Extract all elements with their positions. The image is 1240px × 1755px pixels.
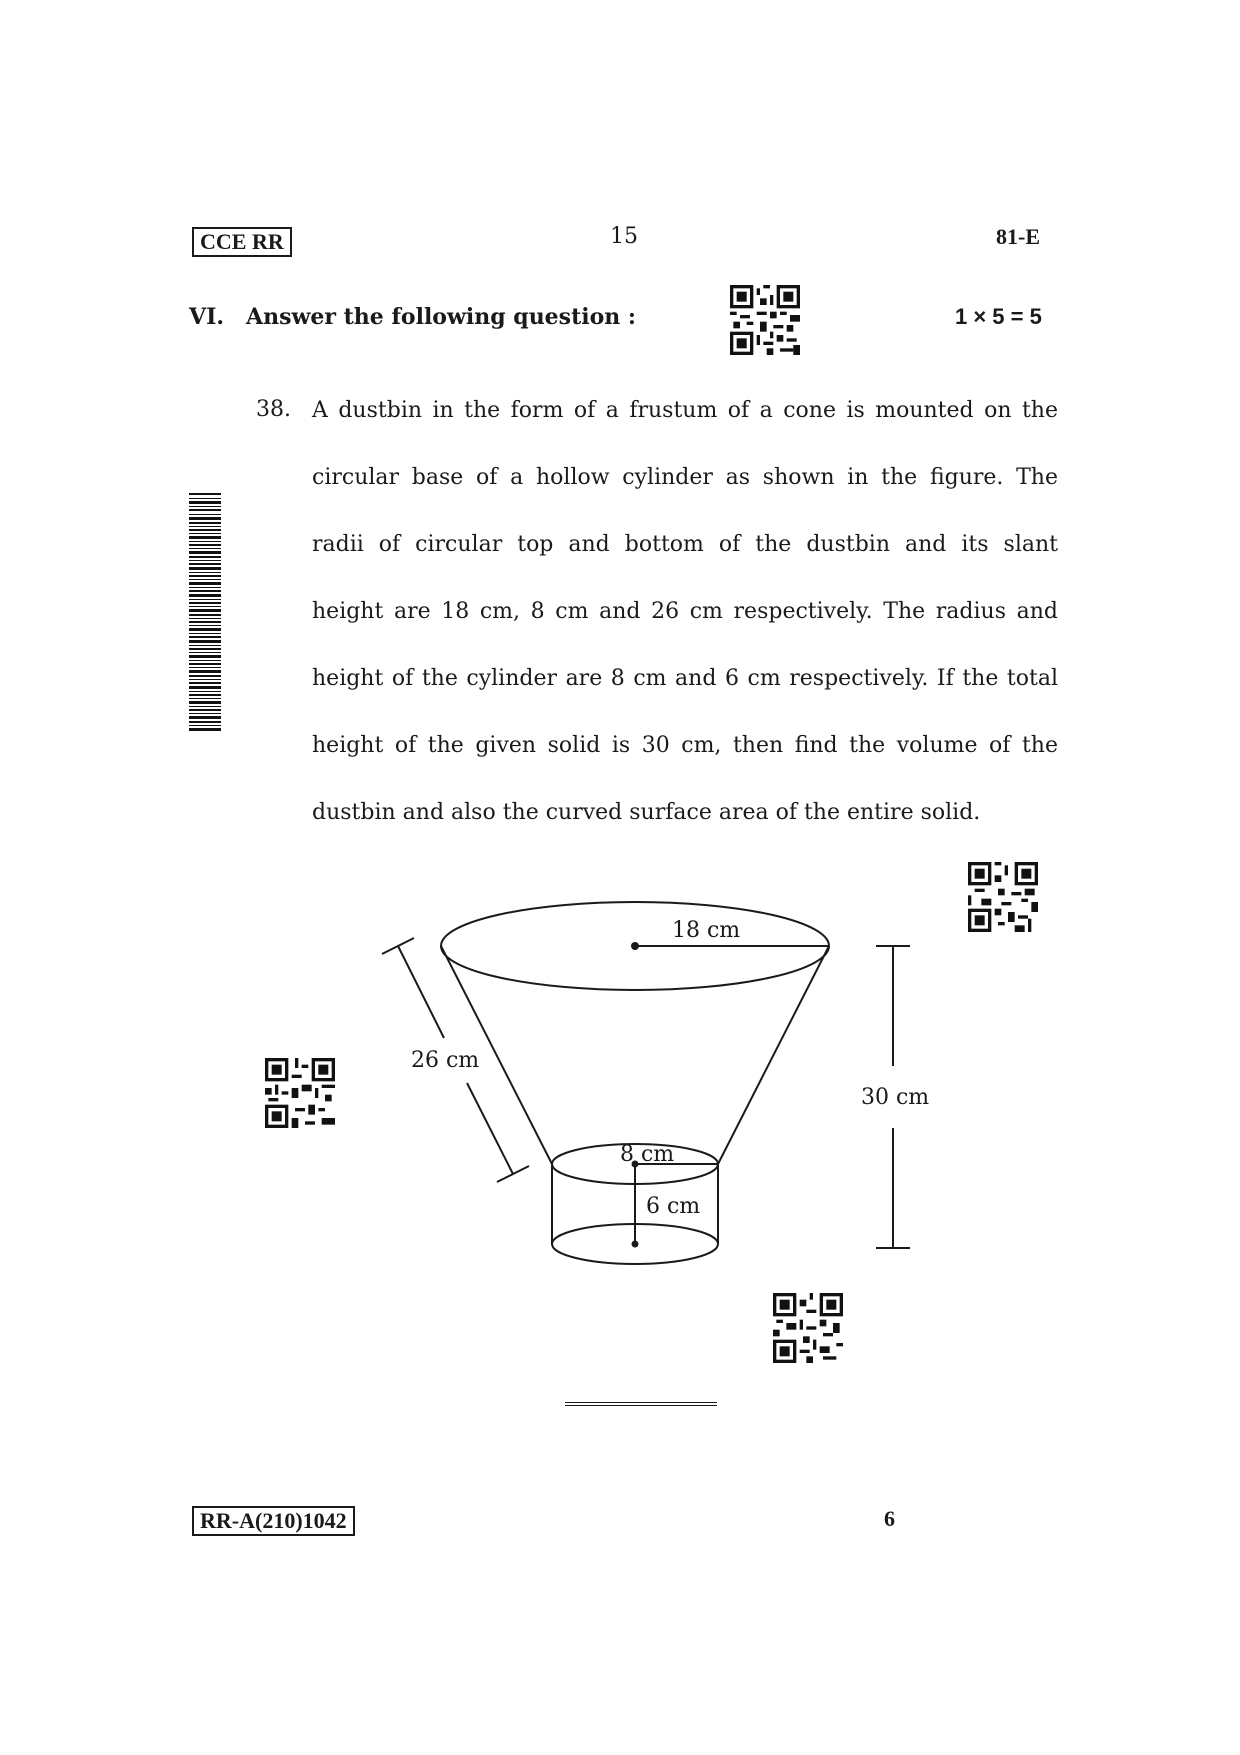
question-line: radii of circular top and bottom of the dustbin and its slant xyxy=(312,532,1058,557)
question-line: dustbin and also the curved surface area of the entire solid. xyxy=(312,800,981,825)
qr-code-bottom xyxy=(773,1293,843,1363)
slant-tick-top xyxy=(382,938,414,954)
sheet-number: 6 xyxy=(884,1506,895,1531)
label-cylinder-height: 6 cm xyxy=(646,1194,701,1219)
label-total-height: 30 cm xyxy=(861,1085,930,1110)
paper-code: 81-E xyxy=(996,224,1040,249)
question-line: A dustbin in the form of a frustum of a cone is mounted on the xyxy=(312,398,1058,423)
label-slant-height: 26 cm xyxy=(411,1048,480,1073)
question-line: circular base of a hollow cylinder as shown in the figure. The xyxy=(312,465,1058,490)
end-rule xyxy=(565,1402,717,1406)
question-line: height of the cylinder are 8 cm and 6 cm respectively. If the total xyxy=(312,666,1058,691)
question-line: height of the given solid is 30 cm, then find the volume of the xyxy=(312,733,1058,758)
header-code-box: CCE RR xyxy=(192,227,292,257)
frustum-right-side xyxy=(718,946,829,1164)
question-number: 38. xyxy=(256,397,291,422)
slant-tick-bottom xyxy=(497,1166,529,1182)
dustbin-figure xyxy=(360,880,960,1280)
barcode xyxy=(189,493,221,733)
page-number: 15 xyxy=(610,224,638,249)
question-line: height are 18 cm, 8 cm and 26 cm respectively. The radius and xyxy=(312,599,1058,624)
section-number: VI. xyxy=(189,304,225,330)
section-title: Answer the following question : xyxy=(246,304,637,330)
qr-code-left xyxy=(265,1058,335,1128)
section-marks: 1 × 5 = 5 xyxy=(955,304,1042,329)
top-center-dot xyxy=(631,942,639,950)
label-cylinder-radius: 8 cm xyxy=(620,1142,675,1167)
slant-dimension-lower xyxy=(467,1083,513,1174)
label-top-radius: 18 cm xyxy=(672,918,741,943)
qr-code-top xyxy=(730,285,800,355)
qr-code-right xyxy=(968,862,1038,932)
slant-dimension-upper xyxy=(398,946,444,1038)
footer-code-box: RR-A(210)1042 xyxy=(192,1506,355,1536)
cylinder-bottom-dot xyxy=(632,1241,639,1248)
question-text xyxy=(312,377,1058,846)
